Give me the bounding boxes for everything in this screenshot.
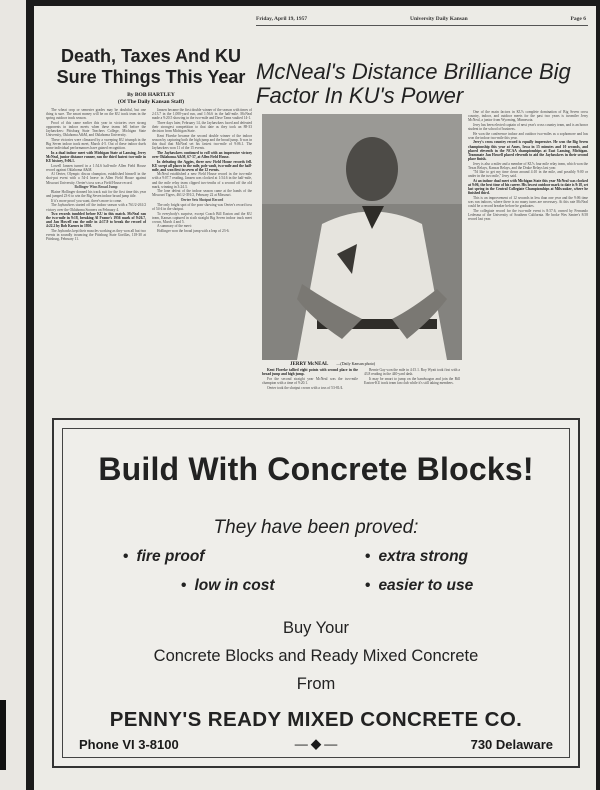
ad-subhead: They have been proved: xyxy=(213,517,419,538)
left-col1-paragraph: The wheat crop or semester grades may be doubtful, but one thing is sure. The smart money will be on the KU track team in the spring outdoor track season. xyxy=(46,108,146,121)
left-col2-paragraph: Three days later, February 14, the Jayhawkers faced and defeated their strongest competition to that date as they took an 88-33 decision from Michigan State. xyxy=(152,120,252,134)
right-story-under-photo-left xyxy=(262,368,358,390)
right-col3-paragraph: This is an improvement of 12 seconds in less than one year and the 9:06 time was run indoors, where there is no many turns are necessary. At this rate McNeal could be a record breaker before he graduates. xyxy=(468,196,588,209)
photo-col-b-paragraph: Bernie Gay won the mile in 4:15.1. Roy Wyatt took first with a 43.8 reading in the 440-yard dash. xyxy=(364,368,460,377)
left-col2-paragraph: The lone defeat of the indoor season came at the hands of the Missouri Tigers, 461/2-391/2, February 22 at Missouri. xyxy=(152,189,252,198)
page-folio xyxy=(256,16,586,22)
photo-col-a-paragraph: For the second straight year McNeal was the two-mile champion with a time of 9:20.1. xyxy=(262,376,358,385)
left-col1-paragraph: Lowell Janzen turned in a 1:54.6 half-mile Allen Field House record against Oklahoma A&M. xyxy=(46,163,146,172)
right-col3-paragraph: One of the main factors in KU's complete domination of Big Seven cross country, indoor, and outdoor meets for the past two years is twomiler Jerry McNeal, a junior from Wyoming, Minnesota. xyxy=(468,110,588,123)
caption-name: JERRY McNEAL xyxy=(290,362,329,367)
ad-feature-3: • low in cost xyxy=(181,577,275,595)
right-col3-paragraph: The collegiate record for the two-mile event is 8:57.6, owned by Fernando Ledesma of the University of Southern California. He broke Wes Santee's 8:58 record last year. xyxy=(468,208,588,222)
concrete-ad xyxy=(52,418,580,768)
ad-line-products: Concrete Blocks and Ready Mixed Concrete xyxy=(153,647,479,665)
ad-phone: Phone VI 3-8100 xyxy=(79,737,179,752)
left-col2-paragraph: Oerter Sets Shotput Record xyxy=(180,198,224,203)
left-col2-paragraph: Janzen became the first double winner of the season with times of 2:13.7 in the 1,000-yard run, and 1:56.6 in the half-mile. McNeal made a 9:20.5 showing in the two-mile and Dave Tams vaulted 14-1. xyxy=(152,108,252,121)
left-col1-paragraph: Al Oerter, Olympic discus champion, established himself in the shot-put event with a 54-4 heave in Allen Field House against Missouri University. Oerter's toss was a Field House record. xyxy=(46,172,146,185)
left-col1-paragraph: In a dual indoor meet with Michigan State at Lansing, Jerry McNeal, junior distance runner, ran the third fastest two-mile in KU history, 9:06.1. xyxy=(46,150,146,163)
left-headline: Death, Taxes And KU Sure Things This Year xyxy=(56,46,246,87)
player-photo-image xyxy=(262,114,462,360)
player-photo xyxy=(262,114,462,360)
right-col3-paragraph: Jerry has been elected captain of next year's cross country team, and is an honor student in the school of business. xyxy=(468,122,588,131)
byline xyxy=(46,92,256,106)
ad-address: 730 Delaware xyxy=(470,737,553,752)
adjacent-page-edge xyxy=(0,0,26,790)
left-col2-paragraph: In defeating the Aggies, three new Field House records fell. KU swept all places in the mile, pole vault, two-mile and the half-mile, and won first in seven of the 12 events. xyxy=(152,159,252,172)
right-col3-paragraph: Jerry's cross country record is equally impressive. He won the Big Seven championship this year at Ames, Iowa in 15 minutes and 10 seconds, and placed eleventh in the NCAA championships at East Lansing, Michigan. Teammate Jan Howell placed eleventh to aid the Jayhawkers in their second place finish. xyxy=(468,140,588,161)
photo-col-a-paragraph: Kent Floerke tallied eight points with second place in the broad jump and high jump. xyxy=(262,368,358,377)
right-col3-paragraph: "I'd like to get my time down around 4:10 in the mile, and possibly 9:00 or under in the two mile," Jerry said. xyxy=(468,170,588,179)
left-col1-paragraph: The Jayhawks kept their muscles working as they won all but two events in soundly trouncing the Pittsburg State Gorillas, 118-30 at Pittsburg, February 11. xyxy=(46,229,146,242)
byline-sub: (Of The Daily Kansan Staff) xyxy=(117,99,185,105)
right-col3-paragraph: He won the conference indoor and outdoor two-miles as a sophomore and has won the indoor two-mile this year. xyxy=(468,131,588,140)
left-col2-paragraph: To everybody's surprise, except Coach Bill Easton and the KU team, Kansas captured in sixth straight Big Seven indoor track meet crown, March 4 and 5. xyxy=(152,211,252,224)
ad-feature-4: • easier to use xyxy=(365,577,473,595)
ad-feature-2: • extra strong xyxy=(365,548,468,566)
left-col1-paragraph: Bollinger Wins Broad Jump xyxy=(74,185,118,190)
left-col1-paragraph: The Jayhawkers started off the indoor season with a 761/2-261/2 victory over the Oklahoma Sooners on February 4. xyxy=(46,203,146,212)
left-col2-paragraph: Kent Floerke became the second double winner of the indoor season by capturing both the high jump and the broad jump. It was in this dual that McNeal set his fastest two-mile of 9:06.1. The Jayhawkers won 11 of the 15 events. xyxy=(152,133,252,151)
right-col3-paragraph: At an indoor dual meet with Michigan State this year McNeal was clocked at 9:06, the best time of his career. His lowest outdoor mark to date is 9:18, set last spring in the Central Collegiate Championships at Milwaukee, where he finished third. xyxy=(468,179,588,196)
caption-credit: —(Daily Kansan photo) xyxy=(336,361,376,366)
left-col2-paragraph: The only bright spot of the poor showing was Oerter's record toss of 54-4 in the shotput. xyxy=(152,202,252,211)
ad-line-buy: Buy Your xyxy=(282,619,350,637)
ad-ornament: — ◆ — xyxy=(294,736,338,751)
right-story-column xyxy=(468,110,588,222)
left-col1-paragraph: These victories were climaxed by a sweeping KU triumph in the Big Seven indoor track meet, March 4-5. Out of these indoor duels some individual performances have gained recognition. xyxy=(46,137,146,151)
left-col2-paragraph: McNeal established a new Field House record in the two-mile with a 9:07.7 reading, Janzen was clocked at 1:54.6 in the half-mile, and the mile relay team clipped two-tenths of a second off the old mark, winning in 3:24.3. xyxy=(152,172,252,189)
left-col2-paragraph: Hollinger won the broad jump with a leap of 23-6. xyxy=(157,229,230,234)
photo-caption xyxy=(262,361,462,367)
ad-inner-border xyxy=(62,428,570,758)
left-col1-paragraph: Blaine Hollinger donned his track suit for the first time this year and jumped 23-6 to win the Big Seven indoor broad jump title. xyxy=(46,189,146,199)
left-story-column-1 xyxy=(46,108,146,242)
newspaper-page xyxy=(34,6,596,790)
left-col1-paragraph: Two records tumbled before KU in this match. McNeal ran the two-mile in 9:18, breaking Al Frame's 1956 mark of 9:26.7, and Jan Howell ran the mile in 4:17.9 to break the record of 4:22.2 by Bob Karnes in 1950. xyxy=(46,212,146,229)
ad-headline: Build With Concrete Blocks! xyxy=(98,451,534,487)
right-headline: McNeal's Distance Brilliance Big Factor In KU's Power xyxy=(256,59,571,108)
right-col3-paragraph: Jerry is also a miler and a member of KU's four mile relay team, which won the Texas Relays, Kansas Relays, and the Drake Relays last year. xyxy=(468,161,588,170)
ad-feature-1: • fire proof xyxy=(123,548,204,566)
folio-page: Page 6 xyxy=(570,16,586,22)
left-col1-paragraph: If it's more proof you want, there's more to come. xyxy=(51,198,123,203)
folio-rule xyxy=(256,25,588,26)
right-story-under-photo-right xyxy=(364,368,460,386)
folio-date: Friday, April 19, 1957 xyxy=(256,16,308,22)
left-col2-paragraph: The Jayhawkers continued to roll with an impressive victory over Oklahoma A&M, 67-37, at Allen Field House. xyxy=(152,150,252,159)
binding-shadow xyxy=(0,700,6,770)
ad-line-from: From xyxy=(296,675,336,693)
ad-company-name: PENNY'S READY MIXED CONCRETE CO. xyxy=(109,708,523,731)
photo-col-b-paragraph: It may be smart to jump on the bandwagon and join the Bill Easton-KU track team fan club while it's still taking members. xyxy=(364,376,460,385)
left-col2-paragraph: A summary of the meet: xyxy=(157,224,192,229)
byline-name: By BOB HARTLEY xyxy=(127,92,175,98)
left-story-column-2 xyxy=(152,108,252,234)
photo-col-a-paragraph: Oerter took the shotput crown with a toss of 53-81/4. xyxy=(267,385,344,390)
left-col1-paragraph: Proof of this came earlier this year in victories over strong opponents in indoor meets when these teams fell before the Jayhawkers: Pittsburg State Teachers College, Michigan State University, Oklahoma A&M, and Oklahoma University. xyxy=(46,120,146,138)
folio-paper: University Daily Kansan xyxy=(409,16,468,22)
